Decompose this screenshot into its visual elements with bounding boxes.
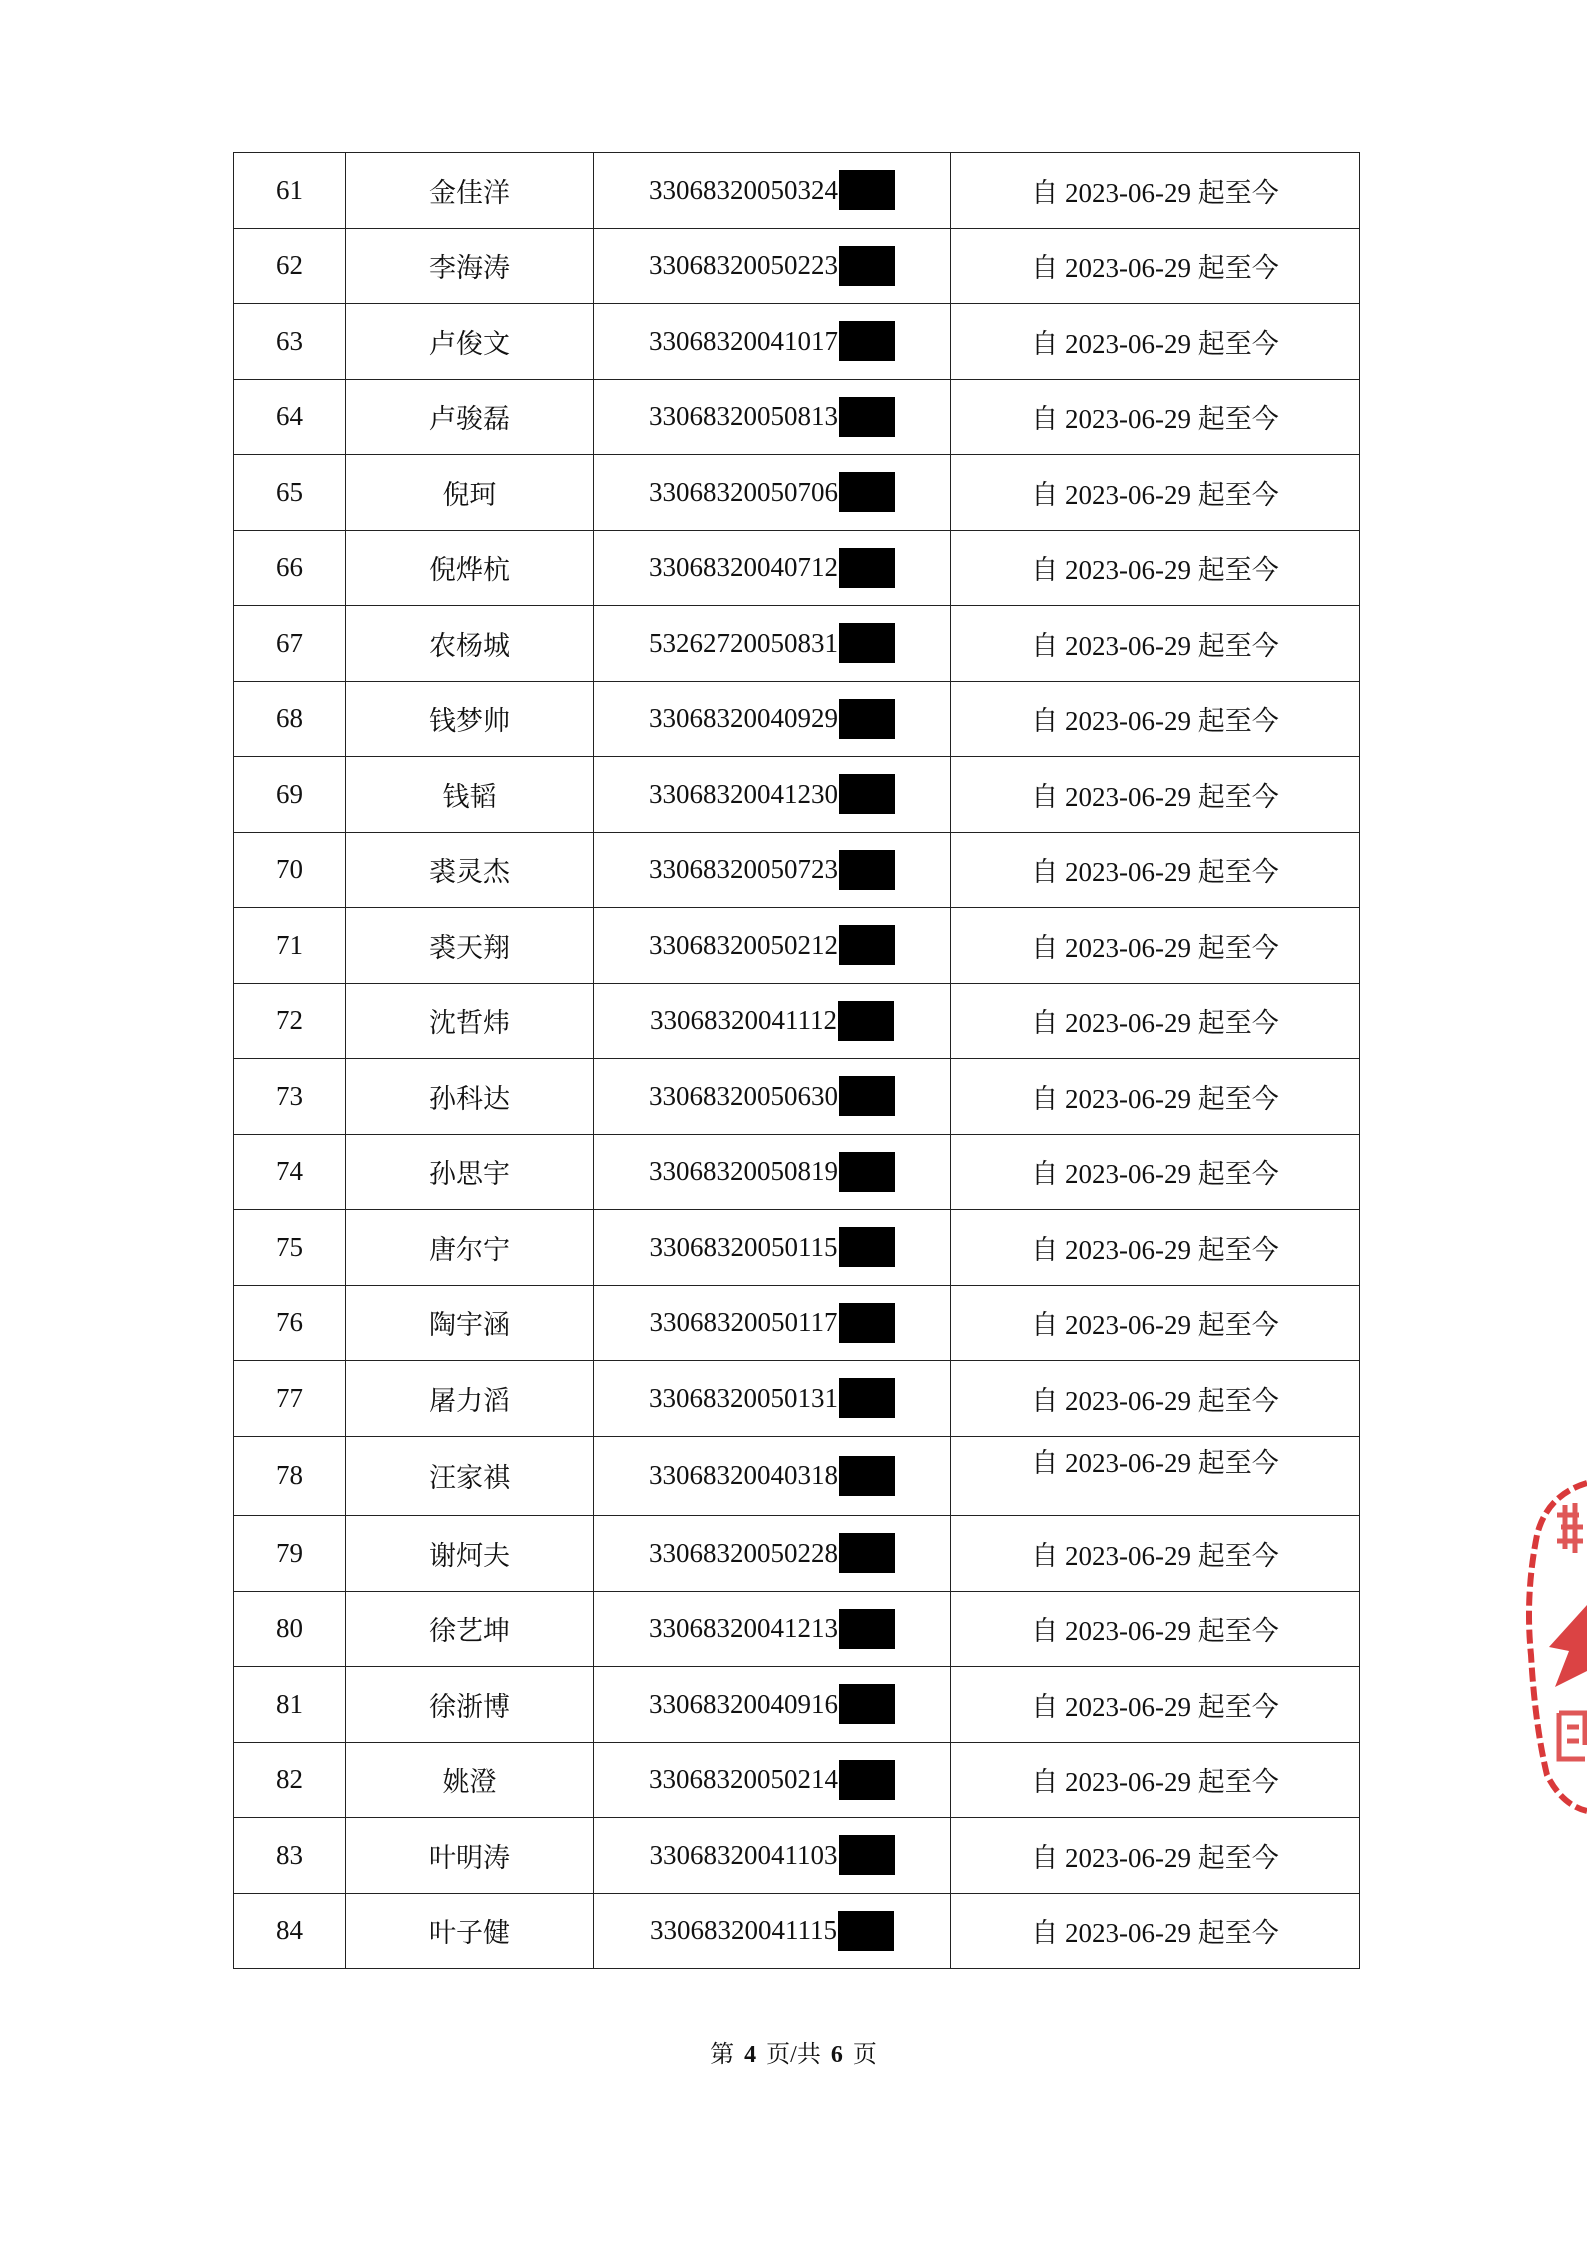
id-number-wrapper <box>649 246 895 286</box>
id-number-text: 33068320050115 <box>649 1231 838 1262</box>
id-number-wrapper <box>649 1378 895 1418</box>
name-cell: 汪家祺 <box>346 1436 594 1516</box>
redaction-block <box>839 170 895 210</box>
row-number-cell: 82 <box>234 1742 346 1818</box>
row-number-cell: 78 <box>234 1436 346 1516</box>
footer-prefix: 第 <box>710 2042 735 2068</box>
id-number-text: 33068320041103 <box>649 1839 838 1870</box>
table-row <box>234 530 1360 606</box>
id-number-wrapper <box>649 397 895 437</box>
redaction-block <box>839 1152 895 1192</box>
row-number-cell: 81 <box>234 1667 346 1743</box>
roster-table <box>233 152 1360 1969</box>
row-number-cell: 67 <box>234 606 346 682</box>
row-number-cell: 84 <box>234 1893 346 1969</box>
name-cell: 李海涛 <box>346 228 594 304</box>
period-cell: 自 2023-06-29 起至今 <box>951 1893 1360 1969</box>
row-number-cell: 68 <box>234 681 346 757</box>
id-number-wrapper <box>649 1152 895 1192</box>
table-row <box>234 1742 1360 1818</box>
id-number-text: 33068320040318 <box>649 1460 838 1491</box>
id-number-wrapper <box>649 472 895 512</box>
redaction-block <box>839 1835 895 1875</box>
id-number-cell <box>594 1059 951 1135</box>
id-number-wrapper <box>649 925 895 965</box>
name-cell: 卢俊文 <box>346 304 594 380</box>
redaction-block <box>839 321 895 361</box>
id-number-cell <box>594 1436 951 1516</box>
period-cell: 自 2023-06-29 起至今 <box>951 1134 1360 1210</box>
period-cell: 自 2023-06-29 起至今 <box>951 681 1360 757</box>
footer-suffix: 页 <box>852 2042 877 2068</box>
row-number-cell: 61 <box>234 153 346 229</box>
redaction-block <box>839 774 895 814</box>
footer-middle: 页/共 <box>766 2042 821 2068</box>
id-number-text: 33068320050228 <box>649 1537 838 1568</box>
id-number-cell <box>594 1361 951 1437</box>
id-number-wrapper <box>649 1533 895 1573</box>
name-cell: 钱韬 <box>346 757 594 833</box>
name-cell: 裘天翔 <box>346 908 594 984</box>
id-number-cell <box>594 1818 951 1894</box>
id-number-wrapper <box>650 1835 895 1875</box>
name-cell: 徐浙博 <box>346 1667 594 1743</box>
redaction-block <box>839 1378 895 1418</box>
redaction-block <box>839 925 895 965</box>
period-cell: 自 2023-06-29 起至今 <box>951 1516 1360 1592</box>
id-number-text: 33068320050813 <box>649 401 838 432</box>
id-number-cell <box>594 153 951 229</box>
row-number-cell: 65 <box>234 455 346 531</box>
row-number-cell: 76 <box>234 1285 346 1361</box>
redaction-block <box>838 1001 894 1041</box>
table-row <box>234 1516 1360 1592</box>
redaction-block <box>839 1076 895 1116</box>
table-row <box>234 1667 1360 1743</box>
id-number-text: 33068320050706 <box>649 476 838 507</box>
redaction-block <box>839 397 895 437</box>
row-number-cell: 71 <box>234 908 346 984</box>
table-row <box>234 304 1360 380</box>
id-number-wrapper <box>649 699 895 739</box>
period-cell: 自 2023-06-29 起至今 <box>951 606 1360 682</box>
id-number-text: 33068320041213 <box>649 1613 838 1644</box>
name-cell: 金佳洋 <box>346 153 594 229</box>
table-row <box>234 757 1360 833</box>
row-number-cell: 63 <box>234 304 346 380</box>
id-number-wrapper <box>649 548 895 588</box>
period-cell: 自 2023-06-29 起至今 <box>951 983 1360 1059</box>
table-row <box>234 228 1360 304</box>
name-cell: 卢骏磊 <box>346 379 594 455</box>
id-number-cell <box>594 908 951 984</box>
period-cell: 自 2023-06-29 起至今 <box>951 1667 1360 1743</box>
period-cell: 自 2023-06-29 起至今 <box>951 304 1360 380</box>
id-number-cell <box>594 455 951 531</box>
id-number-cell <box>594 1591 951 1667</box>
period-cell: 自 2023-06-29 起至今 <box>951 832 1360 908</box>
period-cell: 自 2023-06-29 起至今 <box>951 757 1360 833</box>
id-number-text: 53262720050831 <box>649 627 838 658</box>
redaction-block <box>839 850 895 890</box>
id-number-cell <box>594 1285 951 1361</box>
id-number-text: 33068320050324 <box>649 174 838 205</box>
id-number-text: 33068320041230 <box>649 778 838 809</box>
name-cell: 农杨城 <box>346 606 594 682</box>
name-cell: 孙科达 <box>346 1059 594 1135</box>
row-number-cell: 62 <box>234 228 346 304</box>
seal-graphic <box>1517 1475 1587 1815</box>
id-number-wrapper <box>650 1303 895 1343</box>
id-number-text: 33068320041017 <box>649 325 838 356</box>
name-cell: 孙思宇 <box>346 1134 594 1210</box>
table-row <box>234 1285 1360 1361</box>
id-number-text: 33068320050819 <box>649 1156 838 1187</box>
redaction-block <box>839 623 895 663</box>
period-cell: 自 2023-06-29 起至今 <box>951 153 1360 229</box>
name-cell: 陶宇涵 <box>346 1285 594 1361</box>
id-number-cell <box>594 606 951 682</box>
table-row <box>234 1134 1360 1210</box>
table-row <box>234 1361 1360 1437</box>
table-row <box>234 1436 1360 1516</box>
id-number-text: 33068320050723 <box>649 854 838 885</box>
id-number-text: 33068320040712 <box>649 552 838 583</box>
row-number-cell: 75 <box>234 1210 346 1286</box>
row-number-cell: 66 <box>234 530 346 606</box>
name-cell: 姚澄 <box>346 1742 594 1818</box>
redaction-block <box>839 1533 895 1573</box>
id-number-wrapper <box>649 321 895 361</box>
name-cell: 沈哲炜 <box>346 983 594 1059</box>
redaction-block <box>839 472 895 512</box>
id-number-text: 33068320050630 <box>649 1080 838 1111</box>
id-number-wrapper <box>649 1076 895 1116</box>
id-number-text: 33068320041115 <box>650 1915 837 1946</box>
id-number-wrapper <box>649 774 895 814</box>
id-number-wrapper <box>649 850 895 890</box>
id-number-wrapper <box>649 623 895 663</box>
id-number-cell <box>594 1210 951 1286</box>
table-row <box>234 379 1360 455</box>
row-number-cell: 77 <box>234 1361 346 1437</box>
table-row <box>234 1210 1360 1286</box>
id-number-cell <box>594 757 951 833</box>
redaction-block <box>839 1303 895 1343</box>
redaction-block <box>839 699 895 739</box>
name-cell: 唐尔宁 <box>346 1210 594 1286</box>
table-row <box>234 832 1360 908</box>
period-cell: 自 2023-06-29 起至今 <box>951 1591 1360 1667</box>
id-number-text: 33068320050223 <box>649 250 838 281</box>
id-number-wrapper <box>649 1456 895 1496</box>
name-cell: 叶明涛 <box>346 1818 594 1894</box>
table-row <box>234 1059 1360 1135</box>
id-number-wrapper <box>649 1609 895 1649</box>
id-number-text: 33068320050212 <box>649 929 838 960</box>
id-number-wrapper <box>650 1001 894 1041</box>
name-cell: 徐艺坤 <box>346 1591 594 1667</box>
id-number-cell <box>594 983 951 1059</box>
id-number-cell <box>594 1134 951 1210</box>
table-row <box>234 983 1360 1059</box>
row-number-cell: 79 <box>234 1516 346 1592</box>
redaction-block <box>839 1456 895 1496</box>
id-number-cell <box>594 530 951 606</box>
id-number-wrapper <box>649 170 895 210</box>
name-cell: 叶子健 <box>346 1893 594 1969</box>
period-cell: 自 2023-06-29 起至今 <box>951 908 1360 984</box>
table-row <box>234 455 1360 531</box>
row-number-cell: 72 <box>234 983 346 1059</box>
id-number-text: 33068320050131 <box>649 1382 838 1413</box>
period-cell: 自 2023-06-29 起至今 <box>951 530 1360 606</box>
id-number-cell <box>594 1742 951 1818</box>
id-number-wrapper <box>650 1911 894 1951</box>
id-number-cell <box>594 1667 951 1743</box>
period-cell: 自 2023-06-29 起至今 <box>951 1210 1360 1286</box>
name-cell: 谢炣夫 <box>346 1516 594 1592</box>
name-cell: 屠力滔 <box>346 1361 594 1437</box>
period-cell: 自 2023-06-29 起至今 <box>951 1285 1360 1361</box>
name-cell: 裘灵杰 <box>346 832 594 908</box>
row-number-cell: 83 <box>234 1818 346 1894</box>
redaction-block <box>839 246 895 286</box>
table-row <box>234 606 1360 682</box>
id-number-text: 33068320041112 <box>650 1005 837 1036</box>
table-row <box>234 681 1360 757</box>
id-number-cell <box>594 1893 951 1969</box>
row-number-cell: 73 <box>234 1059 346 1135</box>
row-number-cell: 70 <box>234 832 346 908</box>
redaction-block <box>839 1609 895 1649</box>
period-cell: 自 2023-06-29 起至今 <box>951 1436 1360 1516</box>
redaction-block <box>839 1684 895 1724</box>
footer-current-page: 4 <box>744 2042 757 2068</box>
redaction-block <box>839 548 895 588</box>
id-number-cell <box>594 228 951 304</box>
table-row <box>234 908 1360 984</box>
period-cell: 自 2023-06-29 起至今 <box>951 455 1360 531</box>
footer-total-pages: 6 <box>830 2042 843 2068</box>
table-row <box>234 153 1360 229</box>
row-number-cell: 74 <box>234 1134 346 1210</box>
id-number-cell <box>594 681 951 757</box>
redaction-block <box>839 1760 895 1800</box>
redaction-block <box>838 1911 894 1951</box>
redaction-block <box>839 1227 895 1267</box>
id-number-cell <box>594 379 951 455</box>
id-number-text: 33068320040929 <box>649 703 838 734</box>
period-cell: 自 2023-06-29 起至今 <box>951 379 1360 455</box>
id-number-wrapper <box>649 1684 895 1724</box>
name-cell: 倪珂 <box>346 455 594 531</box>
period-cell: 自 2023-06-29 起至今 <box>951 228 1360 304</box>
name-cell: 倪烨杭 <box>346 530 594 606</box>
period-cell: 自 2023-06-29 起至今 <box>951 1059 1360 1135</box>
page-footer <box>0 2034 1587 2069</box>
row-number-cell: 69 <box>234 757 346 833</box>
name-cell: 钱梦帅 <box>346 681 594 757</box>
roster-table-body <box>234 153 1360 1969</box>
id-number-text: 33068320050214 <box>649 1764 838 1795</box>
id-number-text: 33068320050117 <box>649 1307 838 1338</box>
table-row <box>234 1893 1360 1969</box>
period-cell: 自 2023-06-29 起至今 <box>951 1818 1360 1894</box>
id-number-cell <box>594 832 951 908</box>
red-seal-stamp <box>1517 1475 1587 1815</box>
id-number-cell <box>594 304 951 380</box>
table-row <box>234 1818 1360 1894</box>
row-number-cell: 80 <box>234 1591 346 1667</box>
period-cell: 自 2023-06-29 起至今 <box>951 1742 1360 1818</box>
period-cell: 自 2023-06-29 起至今 <box>951 1361 1360 1437</box>
id-number-text: 33068320040916 <box>649 1688 838 1719</box>
table-row <box>234 1591 1360 1667</box>
id-number-wrapper <box>650 1227 895 1267</box>
id-number-wrapper <box>649 1760 895 1800</box>
row-number-cell: 64 <box>234 379 346 455</box>
id-number-cell <box>594 1516 951 1592</box>
